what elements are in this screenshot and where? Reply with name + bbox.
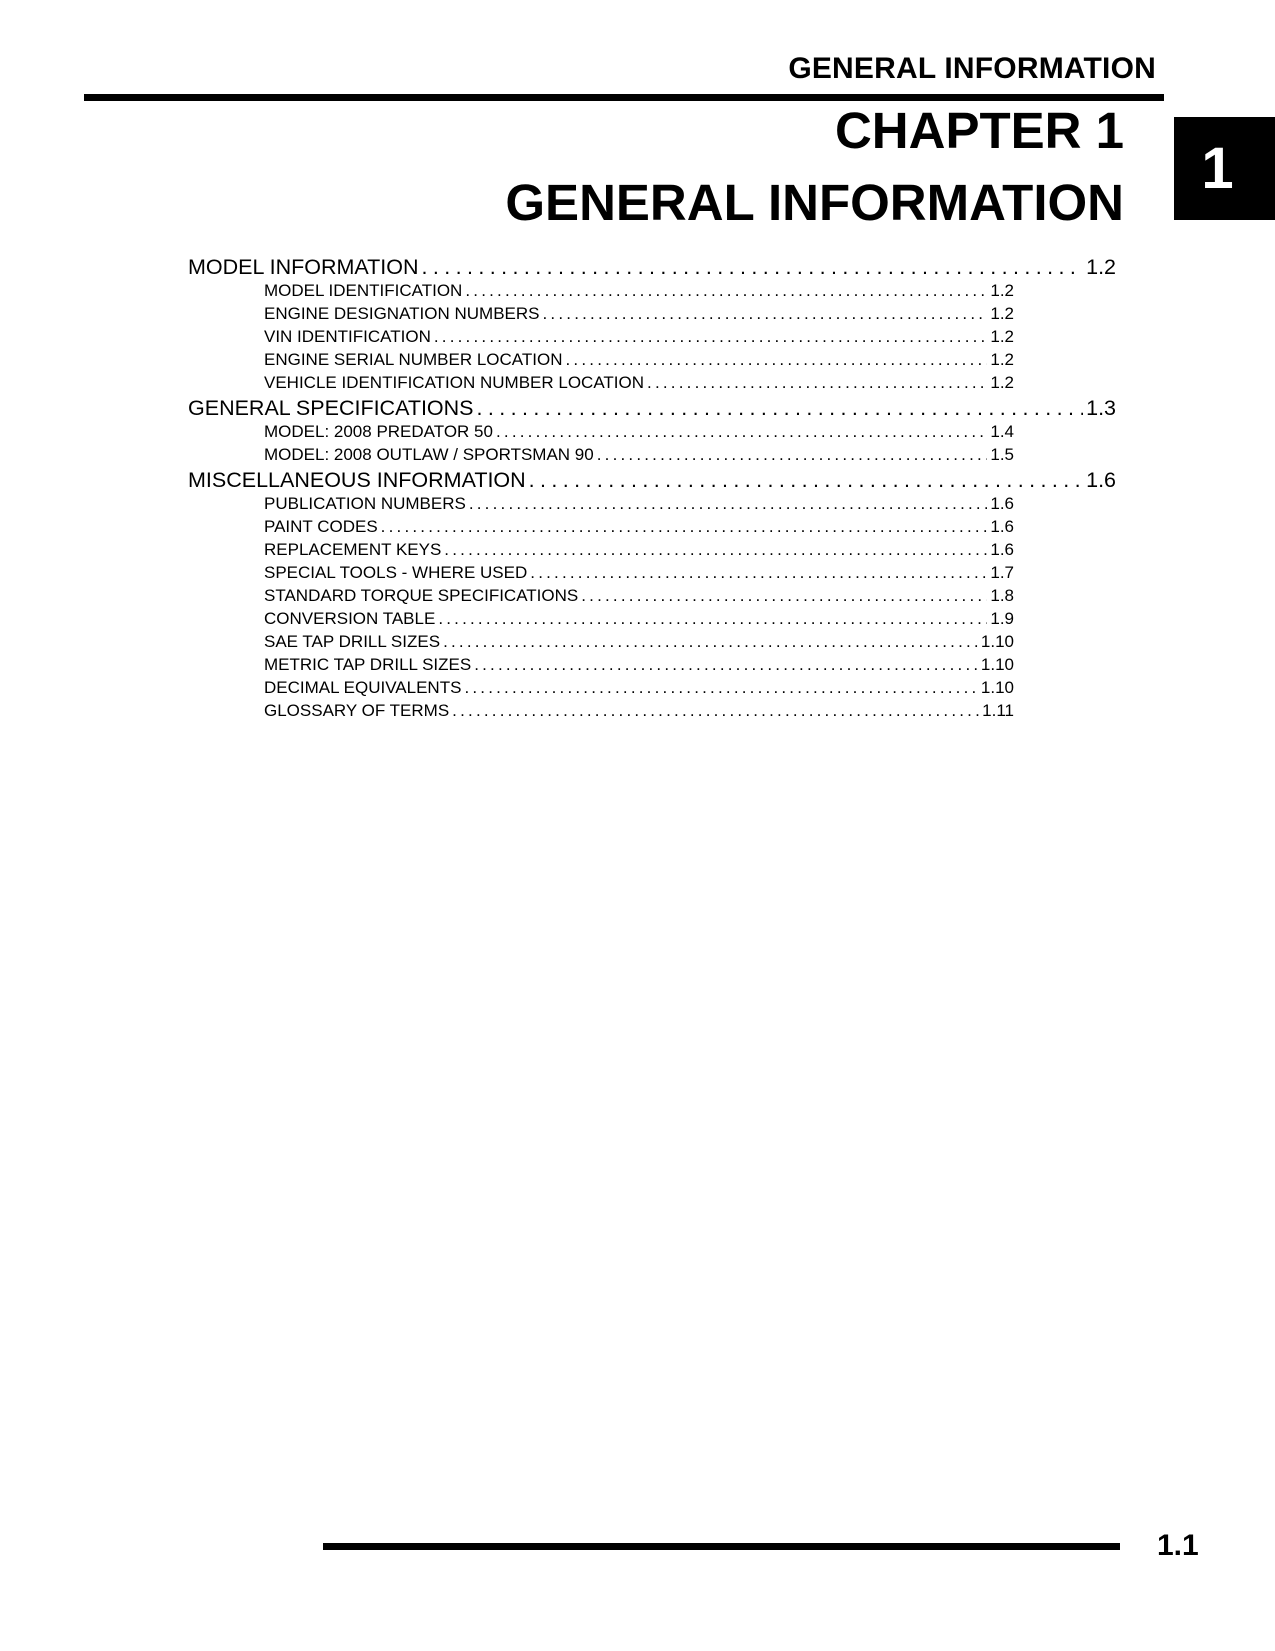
toc-leader-dots: [529, 468, 1083, 492]
toc-item-page: 1.11: [982, 701, 1014, 720]
toc-section-title: MISCELLANEOUS INFORMATION: [188, 468, 526, 492]
toc-section-page: 1.6: [1086, 468, 1116, 492]
toc-item-title: VIN IDENTIFICATION: [264, 327, 431, 346]
toc-leader-dots: [530, 561, 987, 584]
toc-item[interactable]: [264, 653, 1014, 676]
toc-item[interactable]: [264, 325, 1014, 348]
toc-leader-dots: [469, 492, 988, 515]
running-header-title: GENERAL INFORMATION: [788, 52, 1156, 85]
toc-leader-dots: [434, 325, 988, 348]
table-of-contents: [188, 253, 1116, 722]
toc-item-title: SPECIAL TOOLS - WHERE USED: [264, 563, 528, 582]
toc-item-title: PAINT CODES: [264, 517, 378, 536]
toc-item-title: ENGINE SERIAL NUMBER LOCATION: [264, 350, 563, 369]
toc-leader-dots: [381, 515, 988, 538]
toc-item-title: STANDARD TORQUE SPECIFICATIONS: [264, 586, 579, 605]
toc-item[interactable]: [264, 348, 1014, 371]
toc-item[interactable]: [264, 584, 1014, 607]
toc-item[interactable]: [264, 630, 1014, 653]
toc-item[interactable]: [264, 561, 1014, 584]
toc-section-page: 1.2: [1086, 255, 1116, 279]
toc-item-title: MODEL IDENTIFICATION: [264, 281, 463, 300]
toc-item-title: REPLACEMENT KEYS: [264, 540, 442, 559]
toc-section-miscellaneous-information[interactable]: [188, 468, 1116, 492]
toc-item-page: 1.2: [990, 373, 1014, 392]
toc-item-page: 1.2: [990, 281, 1014, 300]
toc-leader-dots: [566, 348, 988, 371]
toc-item-page: 1.9: [990, 609, 1014, 628]
toc-item-page: 1.10: [980, 678, 1014, 697]
toc-leader-dots: [581, 584, 987, 607]
chapter-title: GENERAL INFORMATION: [505, 174, 1124, 231]
toc-item-title: MODEL: 2008 OUTLAW / SPORTSMAN 90: [264, 445, 594, 464]
toc-item-title: METRIC TAP DRILL SIZES: [264, 655, 472, 674]
toc-leader-dots: [465, 279, 987, 302]
toc-item-page: 1.4: [990, 422, 1014, 441]
toc-leader-dots: [597, 443, 988, 466]
toc-item[interactable]: [264, 371, 1014, 394]
toc-item-page: 1.2: [990, 350, 1014, 369]
toc-item-title: MODEL: 2008 PREDATOR 50: [264, 422, 493, 441]
toc-item-page: 1.10: [980, 655, 1014, 674]
toc-item-page: 1.2: [990, 304, 1014, 323]
toc-item[interactable]: [264, 443, 1014, 466]
footer-rule: [323, 1543, 1120, 1550]
page-number: 1.1: [1157, 1529, 1199, 1562]
chapter-tab: 1: [1174, 117, 1275, 220]
toc-item-page: 1.2: [990, 327, 1014, 346]
toc-leader-dots: [464, 676, 977, 699]
toc-leader-dots: [444, 538, 987, 561]
toc-item[interactable]: [264, 302, 1014, 325]
toc-item-title: DECIMAL EQUIVALENTS: [264, 678, 462, 697]
toc-item-title: GLOSSARY OF TERMS: [264, 701, 450, 720]
toc-item-page: 1.7: [990, 563, 1014, 582]
toc-section-title: MODEL INFORMATION: [188, 255, 419, 279]
toc-section-title: GENERAL SPECIFICATIONS: [188, 396, 474, 420]
toc-leader-dots: [443, 630, 978, 653]
toc-item[interactable]: [264, 676, 1014, 699]
toc-item-title: CONVERSION TABLE: [264, 609, 436, 628]
toc-item-title: PUBLICATION NUMBERS: [264, 494, 466, 513]
toc-item-page: 1.6: [990, 540, 1014, 559]
toc-item-page: 1.10: [980, 632, 1014, 651]
toc-item[interactable]: [264, 538, 1014, 561]
toc-leader-dots: [647, 371, 987, 394]
toc-item[interactable]: [264, 607, 1014, 630]
toc-item-title: VEHICLE IDENTIFICATION NUMBER LOCATION: [264, 373, 645, 392]
toc-item-page: 1.8: [990, 586, 1014, 605]
toc-leader-dots: [543, 302, 988, 325]
toc-item[interactable]: [264, 699, 1014, 722]
toc-item-title: SAE TAP DRILL SIZES: [264, 632, 441, 651]
toc-item[interactable]: [264, 420, 1014, 443]
toc-section-general-specifications[interactable]: [188, 396, 1116, 420]
toc-section-page: 1.3: [1086, 396, 1116, 420]
toc-leader-dots: [438, 607, 987, 630]
toc-leader-dots: [452, 699, 979, 722]
toc-leader-dots: [422, 255, 1084, 279]
toc-item-page: 1.6: [990, 494, 1014, 513]
toc-leader-dots: [477, 396, 1084, 420]
chapter-number: CHAPTER 1: [834, 102, 1124, 159]
toc-item[interactable]: [264, 492, 1014, 515]
toc-item[interactable]: [264, 279, 1014, 302]
toc-item-title: ENGINE DESIGNATION NUMBERS: [264, 304, 540, 323]
toc-leader-dots: [496, 420, 987, 443]
toc-leader-dots: [474, 653, 978, 676]
toc-item[interactable]: [264, 515, 1014, 538]
toc-item-page: 1.5: [990, 445, 1014, 464]
toc-section-model-information[interactable]: [188, 255, 1116, 279]
toc-item-page: 1.6: [990, 517, 1014, 536]
